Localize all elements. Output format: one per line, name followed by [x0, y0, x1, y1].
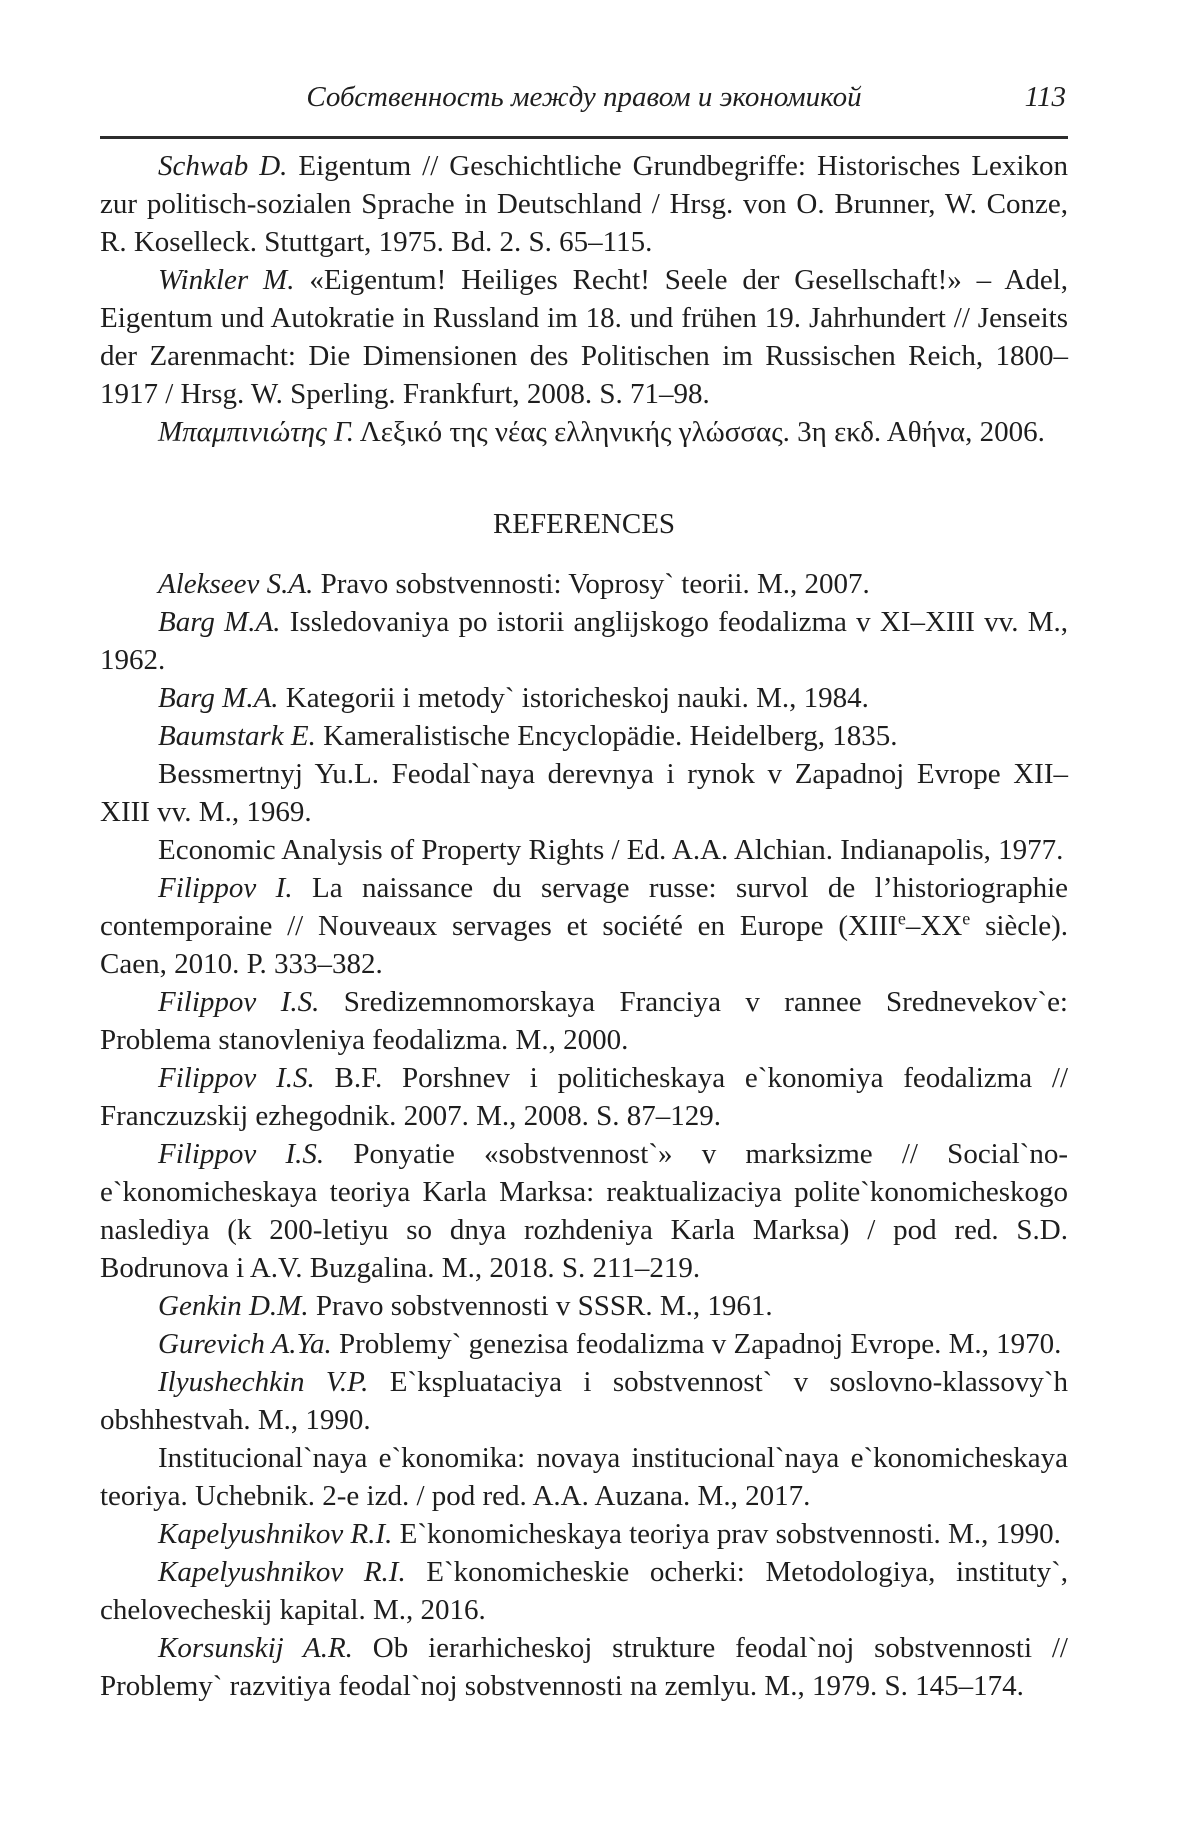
entry-text: Issledovaniya po istorii anglijskogo feodalizma v XI–XIII vv. M., 1962.	[100, 606, 1068, 676]
entry-text: Institucional`naya e`konomika: novaya institucional`naya e`konomicheskaya teoriya. Uchebnik. 2-e izd. / pod red. A.A. Auzana. M., 2017.	[100, 1442, 1068, 1512]
reference-entry	[100, 717, 1068, 755]
superscript-text: e	[962, 908, 971, 929]
reference-entry	[100, 679, 1068, 717]
reference-entry	[100, 1135, 1068, 1287]
reference-entry	[100, 603, 1068, 679]
bibliography-list	[100, 147, 1068, 451]
entry-author: Barg M.A.	[158, 682, 279, 714]
reference-entry	[100, 1363, 1068, 1439]
entry-author: Alekseev S.A.	[158, 568, 314, 600]
reference-entry	[100, 1629, 1068, 1705]
reference-entry	[100, 1287, 1068, 1325]
entry-text: Pravo sobstvennosti: Voprosy` teorii. M., 2007.	[313, 568, 870, 600]
entry-text: Ponyatie «sobstvennost`» v marksizme // Social`no-e`konomicheskaya teoriya Karla Marksa: reaktualizaciya polite`konomicheskogo naslediya (k 200-letiyu so dnya rozhdeniya Karla Marksa) / pod red. S.D. Bodrunova i A.V. Buzgalina. M., 2018. S. 211–219.	[100, 1138, 1068, 1284]
reference-entry	[100, 1439, 1068, 1515]
entry-text: Kategorii i metody` istoricheskoj nauki. M., 1984.	[278, 682, 869, 714]
entry-author: Filippov I.S.	[158, 986, 320, 1018]
entry-author: Barg M.A.	[158, 606, 281, 638]
entry-text: siècle). Caen, 2010. P. 333–382.	[100, 910, 1068, 980]
entry-author: Gurevich A.Ya.	[158, 1328, 332, 1360]
references-heading: REFERENCES	[492, 508, 676, 540]
entry-text: E`konomicheskaya teoriya prav sobstvennosti. M., 1990.	[392, 1518, 1061, 1550]
entry-author: Baumstark E.	[158, 720, 316, 752]
entry-author: Kapelyushnikov R.I.	[158, 1556, 406, 1588]
entry-text: E`konomicheskie ocherki: Metodologiya, instituty`, chelovecheskij kapital. M., 2016.	[100, 1556, 1068, 1626]
reference-entry	[100, 1325, 1068, 1363]
running-head-title: Собственность между правом и экономикой	[306, 81, 862, 113]
page-content	[100, 0, 1068, 1705]
entry-author: Ilyushechkin V.P.	[158, 1366, 369, 1398]
entry-text: Bessmertnyj Yu.L. Feodal`naya derevnya i rynok v Zapadnoj Evrope XII–XIII vv. M., 1969.	[100, 758, 1068, 828]
header-rule	[100, 136, 1068, 139]
entry-text: E`kspluataciya i sobstvennost` v soslovno-klassovy`h obshhestvah. M., 1990.	[100, 1366, 1068, 1436]
entry-text: La naissance du servage russe: survol de l’historiographie contemporaine // Nouveaux servages et société en Europe (XIII	[100, 872, 1069, 942]
entry-text: «Eigentum! Heiliges Recht! Seele der Gesellschaft!» – Adel, Eigentum und Autokratie in Russland im 18. und frühen 19. Jahrhundert // Jenseits der Zarenmacht: Die Dimensionen des Politischen im Russischen Reich, 1800–1917 / Hrsg. W. Sperling. Frankfurt, 2008. S. 71–98.	[100, 264, 1068, 410]
entry-author: Filippov I.	[158, 872, 293, 904]
entry-text: Economic Analysis of Property Rights / Ed. A.A. Alchian. Indianapolis, 1977.	[158, 834, 1064, 866]
entry-author: Genkin D.M.	[158, 1290, 309, 1322]
superscript-text: e	[897, 908, 906, 929]
running-head	[100, 78, 1068, 116]
entry-text: B.F. Porshnev i politicheskaya e`konomiya feodalizma // Franczuzskij ezhegodnik. 2007. M., 2008. S. 87–129.	[100, 1062, 1069, 1132]
entry-author: Korsunskij A.R.	[158, 1632, 353, 1664]
entry-text: Pravo sobstvennosti v SSSR. M., 1961.	[308, 1290, 773, 1322]
reference-entry	[100, 261, 1068, 413]
entry-author: Filippov I.S.	[158, 1138, 325, 1170]
entry-text: Sredizemnomorskaya Franciya v rannee Srednevekov`e: Problema stanovleniya feodalizma. M., 2000.	[100, 986, 1068, 1056]
entry-author: Winkler M.	[158, 264, 295, 296]
entry-author: Schwab D.	[158, 150, 288, 182]
reference-entry	[100, 869, 1068, 983]
reference-entry	[100, 413, 1068, 451]
entry-author: Μπαμπινιώτης Γ.	[158, 416, 355, 448]
page-number: 113	[1024, 81, 1066, 113]
entry-author: Kapelyushnikov R.I.	[158, 1518, 393, 1550]
entry-text: Λεξικό της νέας ελληνικής γλώσσας. 3η εκδ. Αθήνα, 2006.	[354, 416, 1045, 448]
reference-entry	[100, 1515, 1068, 1553]
reference-entry	[100, 565, 1068, 603]
reference-entry	[100, 755, 1068, 831]
entry-text: Kameralistische Encyclopädie. Heidelberg, 1835.	[315, 720, 898, 752]
reference-entry	[100, 831, 1068, 869]
references-list	[100, 565, 1068, 1705]
entry-text: Problemy` genezisa feodalizma v Zapadnoj Evrope. M., 1970.	[331, 1328, 1062, 1360]
entry-text: Eigentum // Geschichtliche Grundbegriffe: Historisches Lexikon zur politisch-sozialen Sprache in Deutschland / Hrsg. von O. Brunner, W. Conze, R. Koselleck. Stuttgart, 1975. Bd. 2. S. 65–115.	[100, 150, 1068, 258]
reference-entry	[100, 1059, 1068, 1135]
entry-text: –XX	[905, 910, 963, 942]
reference-entry	[100, 147, 1068, 261]
reference-entry	[100, 983, 1068, 1059]
entry-author: Filippov I.S.	[158, 1062, 315, 1094]
reference-entry	[100, 1553, 1068, 1629]
entry-text: Ob ierarhicheskoj strukture feodal`noj sobstvennosti // Problemy` razvitiya feodal`noj sobstvennosti na zemlyu. M., 1979. S. 145–174.	[100, 1632, 1068, 1702]
